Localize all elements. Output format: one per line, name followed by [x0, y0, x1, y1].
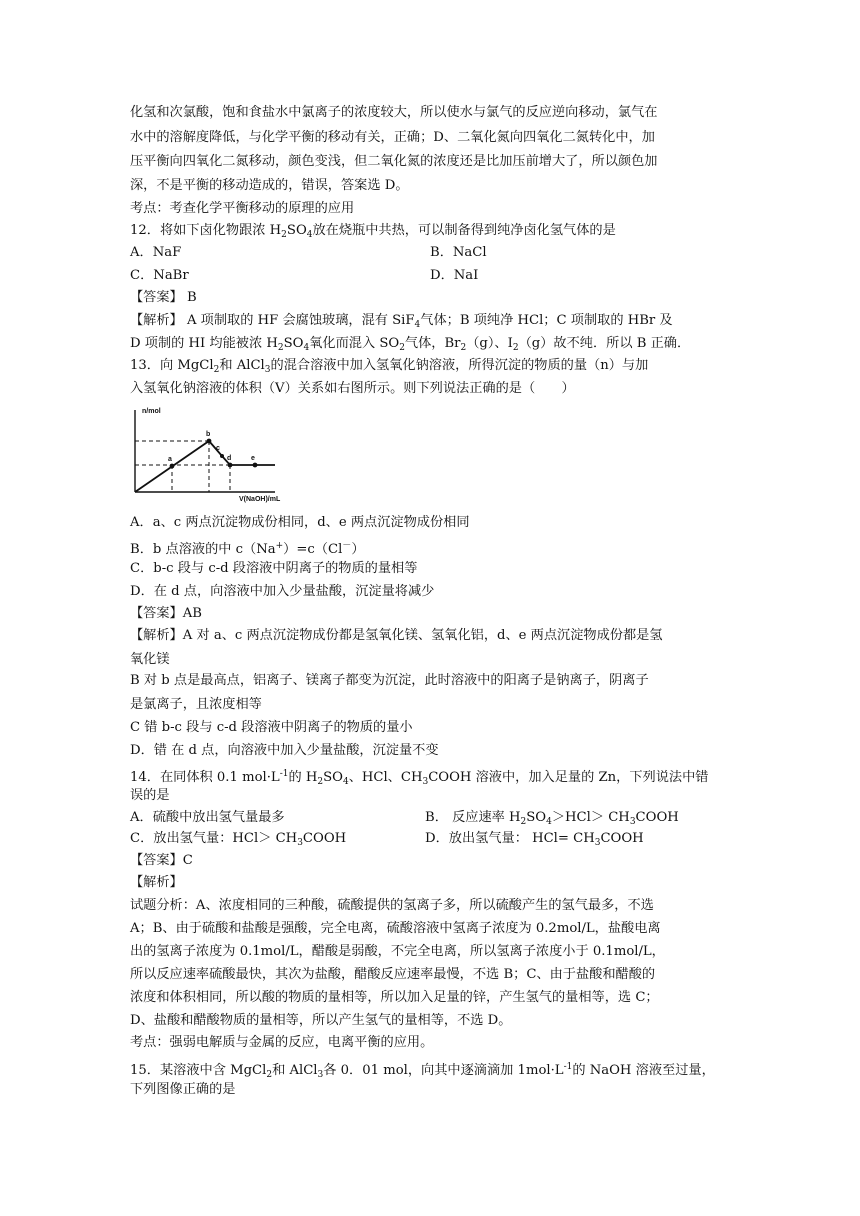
text: 放在烧瓶中共热，可以制备得到纯净卤化氢气体的是: [312, 223, 616, 238]
text: 15．某溶液中含 MgCl: [130, 1063, 267, 1078]
superscript: -1: [563, 1062, 573, 1072]
point-label: a: [168, 456, 172, 463]
text: 13．向 MgCl: [130, 358, 214, 373]
subscript: 4: [546, 817, 552, 827]
text: D 项制的 HI 均能被浓 H: [130, 336, 278, 351]
text: 、HCl、CH: [348, 770, 423, 785]
subscript: 2: [281, 230, 287, 240]
question-13-explanation: 【解析】A 对 a、c 两点沉淀物成份都是氢氧化镁、氢氧化铝，d、e 两点沉淀物成份都是氢: [130, 628, 663, 643]
question-14-kaodian: 考点：强弱电解质与金属的反应，电离平衡的应用。: [130, 1035, 434, 1050]
question-14-options-ab: [130, 808, 740, 828]
question-12-options-cd: [130, 266, 740, 286]
x-axis-label: V(NaOH)/mL: [239, 496, 281, 503]
question-13-explanation: D．错 在 d 点，向溶液中加入少量盐酸，沉淀量不变: [130, 743, 439, 758]
point-d: [228, 463, 233, 468]
question-13-explanation: B 对 b 点是最高点，铝离子、镁离子都变为沉淀，此时溶液中的阳离子是钠离子，阴离子: [130, 673, 649, 688]
point-a: [170, 464, 175, 469]
point-c: [220, 454, 224, 458]
text: 各 0．01 mol，向其中逐滴滴加 1mol·L: [323, 1063, 564, 1078]
question-14-explanation: 出的氢离子浓度为 0.1mol/L，醋酸是弱酸，不完全电离，所以氢离子浓度小于 0.1mol/L，: [130, 944, 665, 959]
text: 12．将如下卤化物跟浓 H: [130, 223, 282, 238]
question-12-options-ab: [130, 243, 740, 263]
option-a: A．NaF: [130, 245, 182, 260]
point-label: c: [216, 445, 220, 452]
question-13-answer: 【答案】AB: [130, 606, 202, 621]
question-14-explanation-head: 【解析】: [130, 875, 183, 890]
question-13-option-c: C．b-c 段与 c-d 段溶液中阴离子的物质的量相等: [130, 561, 418, 576]
text-line: 水中的溶解度降低，与化学平衡的移动有关，正确；D、二氧化氮向四氧化二氮转化中，加: [130, 130, 655, 145]
text: （g）、I: [466, 336, 513, 351]
point-b: [207, 439, 212, 444]
text: 气体，Br: [404, 336, 461, 351]
point-e: [253, 463, 258, 468]
subscript: 4: [306, 230, 313, 240]
question-13-explanation: 是氯离子，且浓度相等: [130, 697, 262, 712]
text-line: 压平衡向四氧化二氮移动，颜色变浅，但二氧化氮的浓度还是比加压前增大了，所以颜色加: [130, 154, 658, 169]
question-12-explanation: [130, 334, 740, 358]
subscript: 3: [297, 838, 303, 848]
option-d: D．NaI: [430, 268, 479, 283]
text: COOH: [302, 831, 347, 846]
point-label: b: [206, 431, 211, 438]
text: SO: [323, 770, 343, 785]
question-14-explanation: 浓度和体积相同，所以酸的物质的量相等，所以加入足量的锌，产生氢气的量相等，选 C；: [130, 990, 659, 1005]
subscript: 3: [264, 365, 271, 375]
question-13-option-d: D．在 d 点，向溶液中加入少量盐酸，沉淀量将减少: [130, 584, 435, 599]
text: SO: [286, 223, 307, 238]
text: B．b 点溶液的中 c（Na: [130, 542, 276, 557]
text: 【解析】 A 项制取的 HF 会腐蚀玻璃，混有 SiF: [130, 313, 415, 328]
question-12-explanation: [130, 311, 740, 335]
text: （g）故不纯．所以 B 正确．: [518, 336, 691, 351]
question-13-option-a: A．a、c 两点沉淀物成份相同，d、e 两点沉淀物成份相同: [130, 515, 470, 530]
text: D．放出氢气量： HCl= CH: [425, 831, 595, 846]
question-15-stem: 下列图像正确的是: [130, 1082, 236, 1097]
superscript: －: [342, 541, 352, 551]
subscript: 2: [512, 343, 519, 353]
question-14-stem: 误的是: [130, 788, 170, 803]
text-line: 深，不是平衡的移动造成的，错误，答案选 D。: [130, 178, 409, 193]
question-13-option-b: [130, 536, 740, 560]
text: C．放出氢气量：HCl＞ CH: [130, 831, 298, 846]
question-14-explanation: D、盐酸和醋酸物质的量相等，所以产生氢气的量相等，不选 D。: [130, 1013, 512, 1028]
question-14-explanation: 试题分析：A、浓度相同的三种酸，硫酸提供的氢离子多，所以硫酸产生的氢气最多，不选: [130, 898, 654, 913]
text: 的 H: [288, 770, 318, 785]
subscript: 2: [317, 777, 324, 787]
text: 的 NaOH 溶液至过量，: [572, 1063, 715, 1078]
subscript: 2: [399, 343, 405, 353]
text: 和 AlCl: [219, 358, 265, 373]
question-12-stem: [130, 221, 740, 245]
subscript: 3: [629, 817, 636, 827]
kaodian-line: 考点：考查化学平衡移动的原理的应用: [130, 201, 355, 216]
text: ）: [351, 542, 365, 557]
text: ）=c（Cl: [283, 542, 343, 557]
option-a: A．硫酸中放出氢气量最多: [130, 810, 285, 825]
point-label: e: [251, 455, 255, 462]
text: COOH: [600, 831, 644, 846]
text: B． 反应速率 H: [425, 810, 521, 825]
option-d: [425, 829, 644, 853]
subscript: 3: [422, 777, 429, 787]
text-line: 化氢和次氯酸，饱和食盐水中氯离子的浓度较大，所以使水与氯气的反应逆向移动，氯气在: [130, 105, 658, 120]
text: 和 AlCl: [272, 1063, 318, 1078]
subscript: 2: [460, 343, 467, 353]
subscript: 4: [303, 343, 310, 353]
question-14-answer: 【答案】C: [130, 853, 193, 868]
subscript: 2: [520, 817, 527, 827]
text: ＞HCl＞ CH: [551, 810, 630, 825]
text: 气体；B 项纯净 HCl；C 项制取的 HBr 及: [420, 313, 673, 328]
question-13-explanation: 氧化镁: [130, 652, 170, 667]
question-14-options-cd: [130, 829, 740, 853]
text: SO: [283, 336, 304, 351]
option-c: C．NaBr: [130, 268, 189, 283]
question-13-stem: [130, 356, 740, 380]
text: 的混合溶液中加入氢氧化钠溶液，所得沉淀的物质的量（n）与加: [270, 358, 649, 373]
text: COOH 溶液中，加入足量的 Zn，下列说法中错: [428, 770, 709, 785]
subscript: 4: [414, 320, 421, 330]
subscript: 2: [213, 365, 220, 375]
subscript: 2: [266, 1070, 273, 1080]
subscript: 2: [277, 343, 284, 353]
precipitate-graph: [125, 404, 305, 504]
question-13-stem: 入氢氧化钠溶液的体积（V）关系如右图所示。则下列说法正确的是（ ）: [130, 381, 575, 396]
option-c: [130, 831, 346, 846]
text: COOH: [635, 810, 679, 825]
option-b: B．NaCl: [430, 245, 487, 260]
subscript: 4: [342, 777, 349, 787]
question-14-explanation: 所以反应速率硫酸最快，其次为盐酸，醋酸反应速率最慢，不选 B；C、由于盐酸和醋酸的: [130, 967, 656, 982]
y-axis-label: n/mol: [142, 408, 161, 415]
superscript: +: [275, 541, 284, 551]
text: SO: [526, 810, 547, 825]
question-12-answer: 【答案】 B: [130, 290, 197, 305]
question-13-explanation: C 错 b-c 段与 c-d 段溶液中阴离子的物质的量小: [130, 720, 413, 735]
question-14-explanation: A；B、由于硫酸和盐酸是强酸，完全电离，硫酸溶液中氢离子浓度为 0.2mol/L，盐酸电离: [130, 921, 661, 936]
superscript: -1: [279, 769, 289, 779]
subscript: 3: [317, 1070, 324, 1080]
text: 14．在同体积 0.1 mol·L: [130, 770, 280, 785]
subscript: 3: [594, 838, 601, 848]
text: 氧化而混入 SO: [309, 336, 400, 351]
point-label: d: [227, 455, 232, 462]
